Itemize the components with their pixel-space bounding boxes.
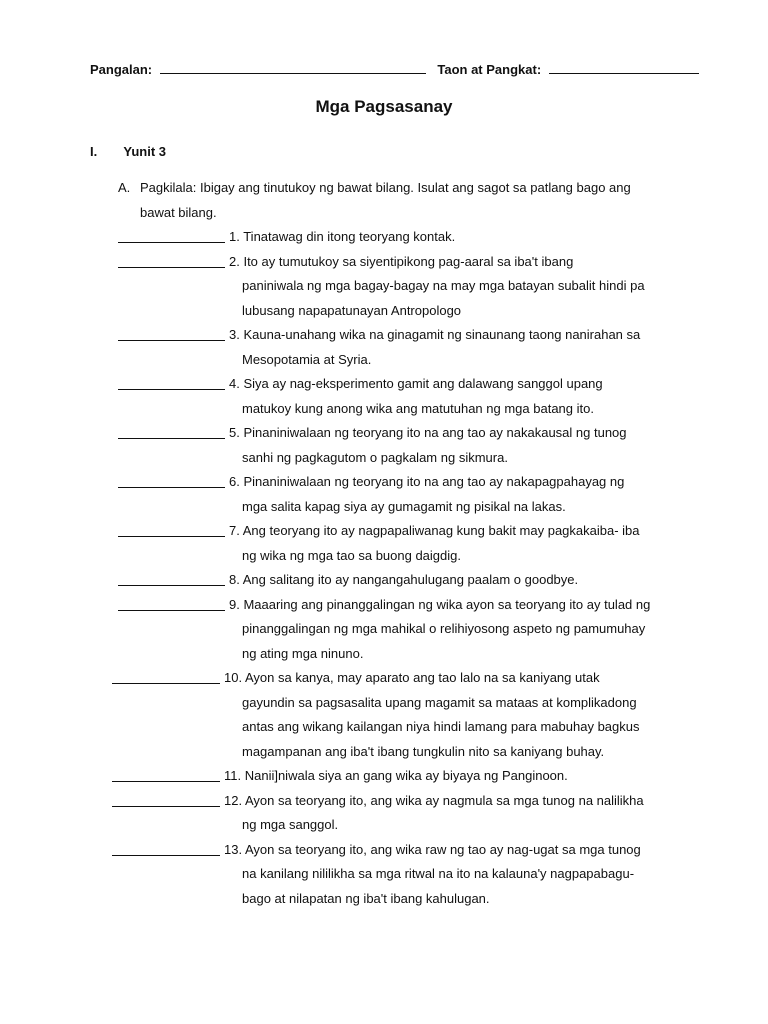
question-text: mga salita kapag siya ay gumagamit ng pisikal na lakas. — [242, 498, 566, 514]
section-title: Yunit 3 — [123, 144, 167, 159]
question-text: magampanan ang iba't ibang tungkulin nito sa kaniyang buhay. — [242, 743, 605, 759]
question-text: paniniwala ng mga bagay-bagay na may mga batayan subalit hindi pa — [242, 278, 645, 293]
question-text: matukoy kung anong wika ang matutuhan ng mga batang ito. — [242, 400, 594, 416]
question-text: 5. Pinaniniwalaan ng teoryang ito na ang tao ay nakakausal ng tunog — [229, 425, 627, 440]
question-text: Mesopotamia at Syria. — [242, 351, 372, 367]
answer-blank[interactable] — [118, 225, 225, 250]
page-title: Mga Pagsasanay — [315, 97, 453, 116]
answer-blank[interactable] — [118, 593, 225, 618]
instruction-letter: A. — [118, 180, 131, 195]
question-text: ng wika ng mga tao sa buong daigdig. — [242, 547, 461, 563]
answer-blank[interactable] — [118, 470, 225, 495]
answer-blank[interactable] — [118, 250, 225, 275]
question-text: 12. Ayon sa teoryang ito, ang wika ay nagmula sa mga tunog na nalilikha — [224, 792, 644, 808]
instruction-line-1: Pagkilala: Ibigay ang tinutukoy ng bawat bilang. Isulat ang sagot sa patlang bago ang — [140, 180, 631, 195]
answer-blank[interactable] — [112, 764, 220, 789]
question-text: gayundin sa pagsasalita upang magamit sa mataas at komplikadong — [242, 694, 637, 710]
section-label: Taon at Pangkat: — [437, 62, 542, 77]
answer-blank[interactable] — [118, 421, 225, 446]
question-text: 2. Ito ay tumutukoy sa siyentipikong pag-aaral sa iba't ibang — [229, 253, 574, 269]
question-text: 9. Maaaring ang pinanggalingan ng wika ayon sa teoryang ito ay tulad ng — [229, 596, 651, 612]
question-text: 6. Pinaniniwalaan ng teoryang ito na ang tao ay nakapagpahayag ng — [229, 474, 625, 489]
answer-blank[interactable] — [112, 838, 220, 863]
answer-blank[interactable] — [112, 666, 220, 691]
question-text: 3. Kauna-unahang wika na ginagamit ng sinaunang taong nanirahan sa — [229, 327, 641, 342]
question-text: bago at nilapatan ng iba't ibang kahulugan. — [242, 890, 490, 906]
question-text: antas ang wikang kailangan niya hindi lamang para mabuhay bagkus — [242, 719, 640, 734]
answer-blank[interactable] — [118, 372, 225, 397]
answer-blank[interactable] — [118, 519, 225, 544]
question-text: sanhi ng pagkagutom o pagkalam ng sikmura. — [242, 449, 508, 465]
question-text: 7. Ang teoryang ito ay nagpapaliwanag kung bakit may pagkakaiba- iba — [229, 523, 640, 538]
question-text: ng mga sanggol. — [242, 817, 339, 832]
question-text: 10. Ayon sa kanya, may aparato ang tao lalo na sa kaniyang utak — [224, 670, 600, 685]
section-blank[interactable] — [549, 62, 699, 74]
question-text: 11. Nanii]niwala siya an gang wika ay biyaya ng Panginoon. — [224, 768, 568, 783]
question-text: 1. Tinatawag din itong teoryang kontak. — [229, 229, 456, 244]
section-number: I. — [90, 144, 98, 159]
instruction-line-2: bawat bilang. — [140, 204, 217, 220]
question-text: ng ating mga ninuno. — [242, 645, 364, 661]
question-text: 8. Ang salitang ito ay nangangahulugang paalam o goodbye. — [229, 572, 579, 587]
question-text: 13. Ayon sa teoryang ito, ang wika raw ng tao ay nag-ugat sa mga tunog — [224, 841, 641, 857]
question-text: na kanilang nililikha sa mga ritwal na ito na kalauna'y nagpapabagu- — [242, 866, 635, 881]
question-text: 4. Siya ay nag-eksperimento gamit ang dalawang sanggol upang — [229, 376, 603, 391]
instruction — [118, 176, 678, 225]
question-text: lubusang napapatunayan Antropologo — [242, 302, 462, 318]
answer-blank[interactable] — [118, 323, 225, 348]
name-blank[interactable] — [160, 62, 426, 74]
question-text: pinanggalingan ng mga mahikal o relihiyosong aspeto ng pamumuhay — [242, 621, 646, 636]
section-heading — [90, 144, 166, 159]
answer-blank[interactable] — [112, 789, 220, 814]
name-label: Pangalan: — [90, 62, 153, 77]
answer-blank[interactable] — [118, 568, 225, 593]
student-info-header — [90, 62, 690, 77]
